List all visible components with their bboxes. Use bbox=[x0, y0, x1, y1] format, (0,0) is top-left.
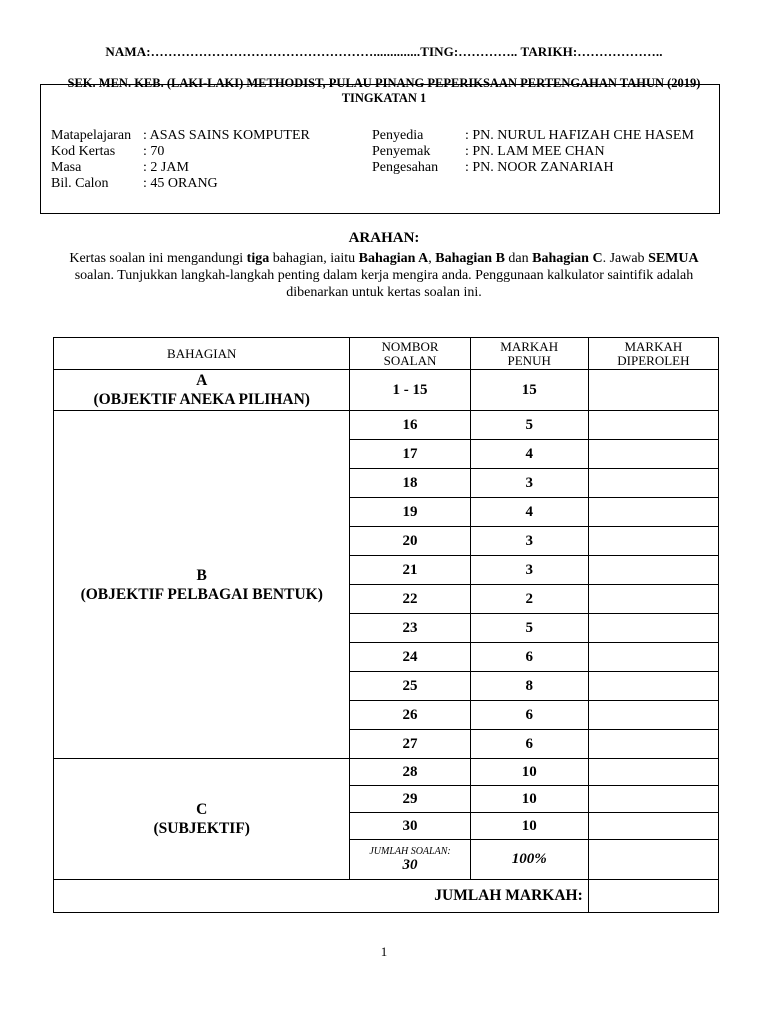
question-number: 1 - 15 bbox=[350, 370, 470, 411]
question-number: 22 bbox=[350, 585, 470, 614]
table-header-row bbox=[54, 338, 719, 370]
question-number: 18 bbox=[350, 469, 470, 498]
full-marks: 8 bbox=[470, 672, 588, 701]
section-b-label: B (OBJEKTIF PELBAGAI BENTUK) bbox=[54, 411, 350, 759]
detail-approver: Pengesahan : PN. NOOR ZANARIAH bbox=[372, 160, 614, 175]
full-marks: 5 bbox=[470, 411, 588, 440]
instructions-title: ARAHAN: bbox=[348, 230, 420, 246]
question-number: 30 bbox=[350, 813, 470, 840]
full-marks: 15 bbox=[470, 370, 588, 411]
full-marks: 4 bbox=[470, 498, 588, 527]
marks-table bbox=[53, 337, 719, 913]
marks-obtained-cell[interactable] bbox=[588, 672, 718, 701]
marks-obtained-cell[interactable] bbox=[588, 786, 718, 813]
marks-obtained-cell[interactable] bbox=[588, 813, 718, 840]
total-marks-cell[interactable] bbox=[588, 880, 718, 913]
name-class-date-line: NAMA:……………………………………………..............TING:………….. TARIKH:……………….. bbox=[105, 44, 663, 59]
detail-subject: Matapelajaran : ASAS SAINS KOMPUTER bbox=[51, 128, 310, 143]
form-level: TINGKATAN 1 bbox=[341, 91, 427, 105]
question-number: 28 bbox=[350, 759, 470, 786]
header-markah-diperoleh: MARKAH DIPEROLEH bbox=[588, 338, 718, 370]
header-nombor-soalan: NOMBOR SOALAN bbox=[350, 338, 470, 370]
marks-obtained-cell[interactable] bbox=[588, 643, 718, 672]
full-marks: 6 bbox=[470, 643, 588, 672]
question-number: 29 bbox=[350, 786, 470, 813]
marks-obtained-cell[interactable] bbox=[588, 614, 718, 643]
total-percentage: 100% bbox=[470, 840, 588, 880]
question-number: 17 bbox=[350, 440, 470, 469]
full-marks: 5 bbox=[470, 614, 588, 643]
full-marks: 4 bbox=[470, 440, 588, 469]
full-marks: 2 bbox=[470, 585, 588, 614]
marks-obtained-cell[interactable] bbox=[588, 556, 718, 585]
full-marks: 3 bbox=[470, 556, 588, 585]
question-number: 25 bbox=[350, 672, 470, 701]
total-marks-label: JUMLAH MARKAH: bbox=[54, 880, 589, 913]
full-marks: 10 bbox=[470, 813, 588, 840]
table-row bbox=[54, 759, 719, 786]
marks-obtained-cell[interactable] bbox=[588, 759, 718, 786]
marks-obtained-cell[interactable] bbox=[588, 527, 718, 556]
marks-obtained-cell[interactable] bbox=[588, 840, 718, 880]
question-number: 19 bbox=[350, 498, 470, 527]
school-title-line: SEK. MEN. KEB. (LAKI-LAKI) METHODIST, PULAU PINANG PEPERIKSAAN PERTENGAHAN TAHUN (2019) bbox=[67, 76, 701, 90]
exam-details-left bbox=[51, 128, 310, 192]
detail-duration: Masa : 2 JAM bbox=[51, 160, 189, 175]
full-marks: 6 bbox=[470, 730, 588, 759]
marks-obtained-cell[interactable] bbox=[588, 440, 718, 469]
total-questions: JUMLAH SOALAN: 30 bbox=[350, 840, 470, 880]
section-c-label: C (SUBJEKTIF) bbox=[54, 759, 350, 880]
page-number: 1 bbox=[380, 944, 388, 959]
question-number: 16 bbox=[350, 411, 470, 440]
full-marks: 3 bbox=[470, 469, 588, 498]
marks-obtained-cell[interactable] bbox=[588, 370, 718, 411]
school-exam-title bbox=[0, 76, 768, 106]
marks-obtained-cell[interactable] bbox=[588, 469, 718, 498]
table-row-total-marks bbox=[54, 880, 719, 913]
marks-obtained-cell[interactable] bbox=[588, 498, 718, 527]
detail-preparer: Penyedia : PN. NURUL HAFIZAH CHE HASEM bbox=[372, 128, 694, 143]
section-a-label: A (OBJEKTIF ANEKA PILIHAN) bbox=[54, 370, 350, 411]
question-number: 24 bbox=[350, 643, 470, 672]
marks-obtained-cell[interactable] bbox=[588, 701, 718, 730]
header-bahagian: BAHAGIAN bbox=[54, 338, 350, 370]
marks-obtained-cell[interactable] bbox=[588, 730, 718, 759]
question-number: 23 bbox=[350, 614, 470, 643]
question-number: 27 bbox=[350, 730, 470, 759]
detail-checker: Penyemak : PN. LAM MEE CHAN bbox=[372, 144, 605, 159]
table-row-section-a bbox=[54, 370, 719, 411]
question-number: 21 bbox=[350, 556, 470, 585]
header-markah-penuh: MARKAH PENUH bbox=[470, 338, 588, 370]
exam-details-right bbox=[372, 128, 694, 176]
full-marks: 6 bbox=[470, 701, 588, 730]
marks-obtained-cell[interactable] bbox=[588, 411, 718, 440]
detail-candidates: Bil. Calon : 45 ORANG bbox=[51, 176, 218, 191]
table-row bbox=[54, 411, 719, 440]
full-marks: 10 bbox=[470, 759, 588, 786]
full-marks: 3 bbox=[470, 527, 588, 556]
instructions-text: Kertas soalan ini mengandungi tiga bahagian, iaitu Bahagian A, Bahagian B dan Bahagian C. Jawab SEMUA soalan. Tunjukkan langkah-langkah penting dalam kerja mengira anda. Penggunaan kalkulator saintifik adalah dibenarkan untuk kertas soalan ini. bbox=[69, 251, 699, 300]
marks-obtained-cell[interactable] bbox=[588, 585, 718, 614]
question-number: 20 bbox=[350, 527, 470, 556]
question-number: 26 bbox=[350, 701, 470, 730]
full-marks: 10 bbox=[470, 786, 588, 813]
detail-paper-code: Kod Kertas : 70 bbox=[51, 144, 165, 159]
